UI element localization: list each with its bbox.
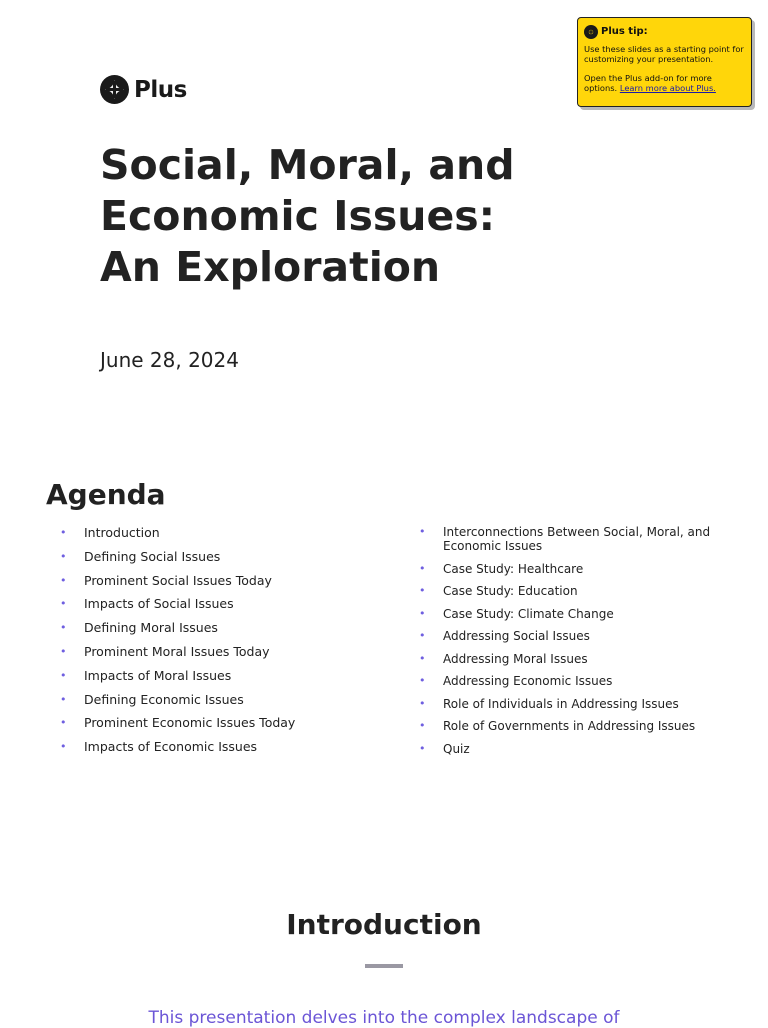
plus-tip-more [584, 73, 747, 93]
agenda-item: • Defining Moral Issues [84, 620, 404, 636]
agenda-item: • Prominent Moral Issues Today [84, 644, 404, 660]
agenda-item: • Case Study: Education [443, 584, 733, 598]
agenda-item: • Addressing Moral Issues [443, 652, 733, 666]
plus-logo-icon [100, 75, 129, 104]
plus-logo [100, 75, 187, 104]
agenda-item: • Addressing Economic Issues [443, 674, 733, 688]
agenda-slide [0, 450, 768, 850]
plus-tip-more-text: Open the Plus add-on for more options. [584, 73, 712, 93]
agenda-item: • Case Study: Climate Change [443, 607, 733, 621]
plus-tip-heading: Plus tip: [601, 26, 648, 37]
introduction-slide [0, 850, 768, 1028]
agenda-item: • Addressing Social Issues [443, 629, 733, 643]
presentation-date: June 28, 2024 [100, 348, 239, 372]
agenda-item: • Impacts of Economic Issues [84, 739, 404, 755]
agenda-item: • Introduction [84, 525, 404, 541]
agenda-item: • Prominent Economic Issues Today [84, 715, 404, 731]
introduction-title: Introduction [286, 908, 482, 941]
introduction-text: This presentation delves into the complex landscape of [148, 1008, 620, 1028]
agenda-item: • Role of Governments in Addressing Issues [443, 719, 733, 733]
agenda-item: • Case Study: Healthcare [443, 562, 733, 576]
title-divider [365, 964, 403, 968]
presentation-title: Social, Moral, and Economic Issues: An Exploration [100, 141, 515, 291]
agenda-item: • Defining Economic Issues [84, 692, 404, 708]
agenda-item: • Prominent Social Issues Today [84, 573, 404, 589]
agenda-item: • Interconnections Between Social, Moral, and Economic Issues [443, 525, 733, 553]
agenda-item: • Impacts of Social Issues [84, 596, 404, 612]
plus-logo-text: Plus [134, 76, 187, 103]
agenda-item: • Defining Social Issues [84, 549, 404, 565]
agenda-title: Agenda [46, 478, 166, 511]
agenda-list-left [84, 525, 404, 763]
agenda-item: • Role of Individuals in Addressing Issues [443, 697, 733, 711]
plus-tip-box [577, 17, 752, 107]
agenda-item: • Quiz [443, 742, 733, 756]
plus-tip-header [584, 25, 747, 39]
learn-more-link[interactable]: Learn more about Plus. [619, 83, 716, 93]
plus-tip-icon [584, 25, 598, 39]
title-slide [0, 0, 768, 450]
agenda-item: • Impacts of Moral Issues [84, 668, 404, 684]
plus-tip-text: Use these slides as a starting point for customizing your presentation. [584, 44, 744, 64]
agenda-list-right [443, 525, 733, 764]
